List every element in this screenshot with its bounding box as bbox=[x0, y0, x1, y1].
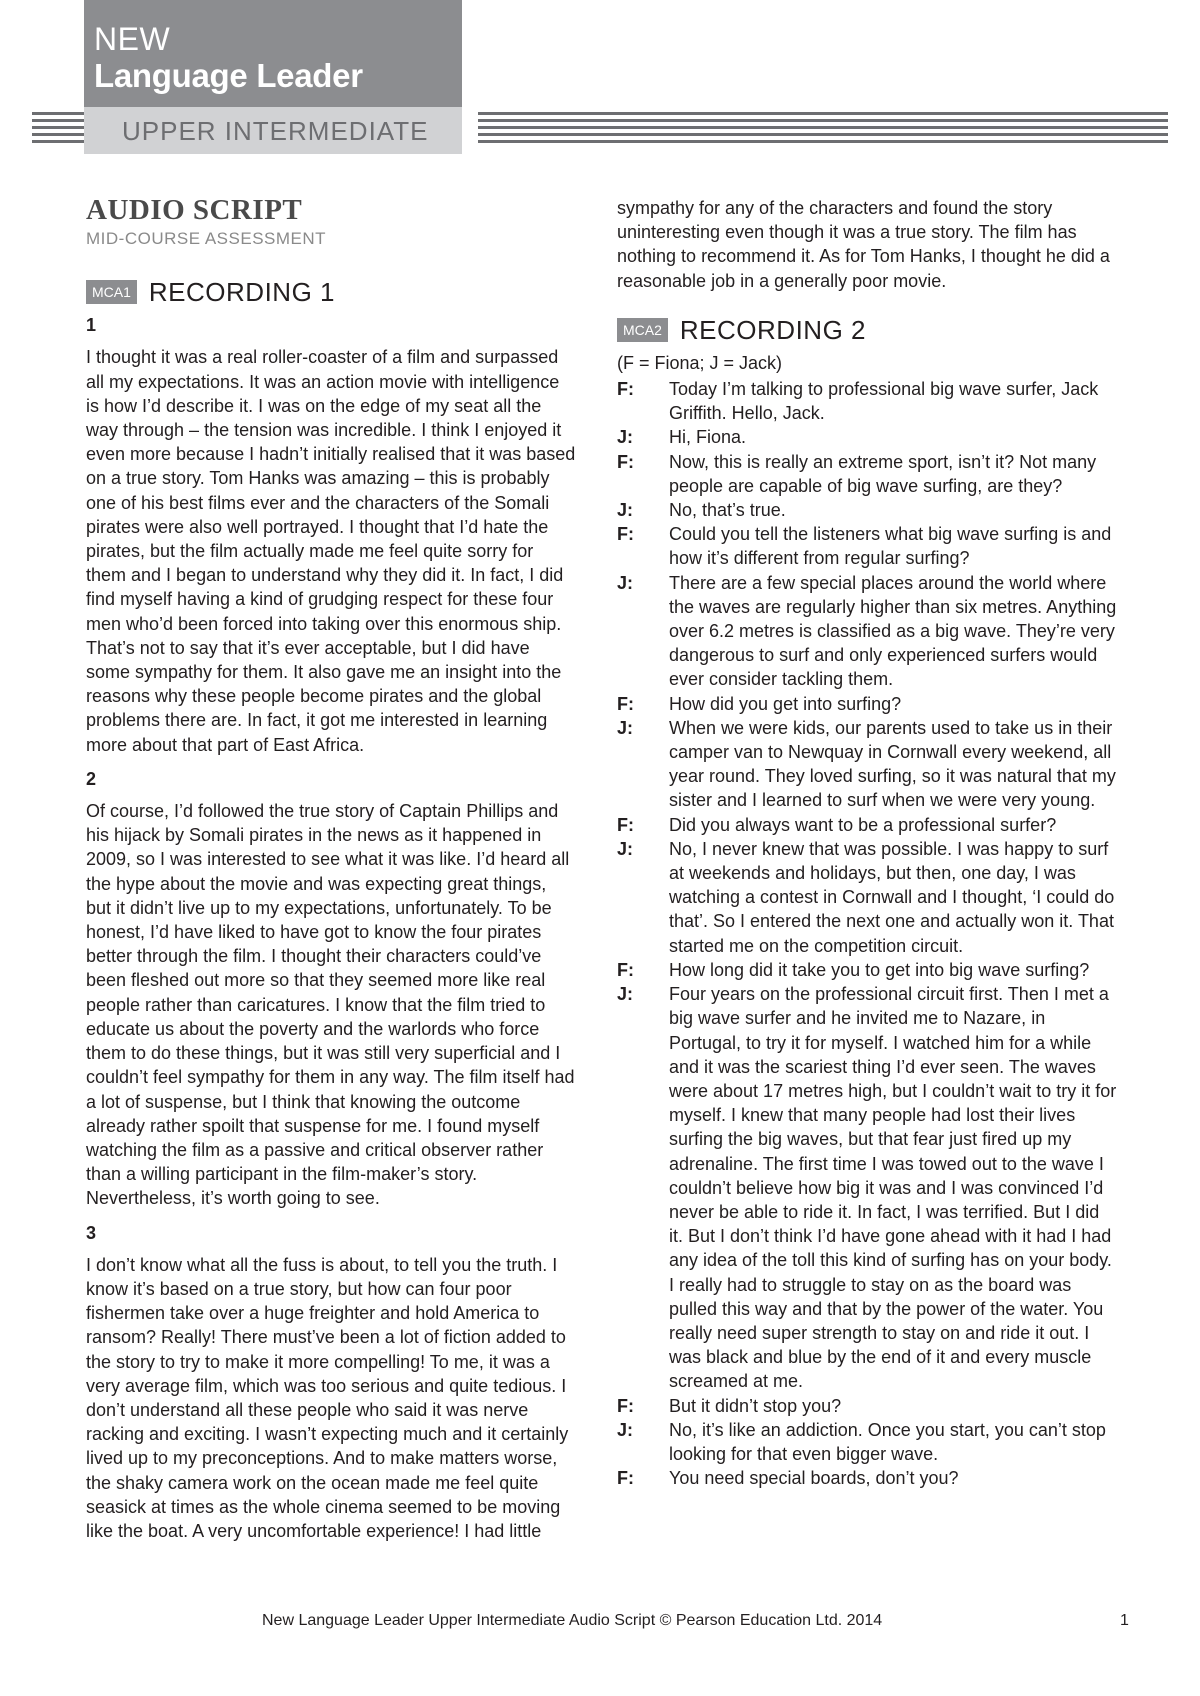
speaker-label: J: bbox=[617, 500, 634, 521]
recording-2-code: MCA2 bbox=[617, 318, 668, 342]
dialogue-line bbox=[617, 813, 1117, 837]
page-title: AUDIO SCRIPT bbox=[86, 194, 303, 226]
speaker-label: J: bbox=[617, 717, 634, 738]
brand-logo-top bbox=[84, 0, 462, 107]
recording-1-title: RECORDING 1 bbox=[148, 277, 335, 308]
dialogue-text: There are a few special places around the world where the waves are regularly higher than six metres. Anything over 6.2 metres is classified as a big wave. They’re very dangerous to surf and only experienced surfers would ever consider tackling them. bbox=[669, 572, 1117, 690]
section-text: Of course, I’d followed the true story of Captain Phillips and his hijack by Somali pirates in the news as it happened in 2009, so I was interested to see what it was like. I’d heard all the hype about the movie and was expecting great things, but it didn’t live up to my expectations, unfortunately. To be honest, I’d have liked to have got to know the four pirates better through the film. I thought their characters could’ve been fleshed out more so that they seemed more like real people rather than caricatures. I know that the film tried to educate us about the poverty and the warlords who force them to do these things, but it was still very superficial and I couldn’t feel sympathy for them in any way. The film itself had a lot of suspense, but I think that knowing the outcome already rather spoilt that suspense for me. I found myself watching the film as a passive and critical observer rather than a willing participant in the film-maker’s story. Nevertheless, it’s worth going to see. bbox=[86, 801, 575, 1209]
dialogue-text: Did you always want to be a professional surfer? bbox=[669, 814, 1057, 835]
dialogue-text: How long did it take you to get into big wave surfing? bbox=[669, 959, 1090, 980]
brand-new: NEW bbox=[94, 21, 171, 57]
speaker-label: F: bbox=[617, 379, 634, 400]
dialogue-line bbox=[617, 1418, 1117, 1466]
recording-1-heading bbox=[86, 277, 576, 307]
left-column bbox=[86, 195, 576, 1553]
dialogue-line bbox=[617, 982, 1117, 1393]
dialogue-text: No, I never knew that was possible. I was happy to surf at weekends and holidays, but then, one day, I was watching a contest in Cornwall and I thought, ‘I could do that’. So I entered the next one and actually won it. That started me on the competition circuit. bbox=[669, 838, 1115, 956]
dialogue-line bbox=[617, 377, 1117, 425]
dialogue-text: But it didn’t stop you? bbox=[669, 1395, 842, 1416]
dialogue-line bbox=[617, 522, 1117, 570]
dialogue-text: Four years on the professional circuit first. Then I met a big wave surfer and he invited me to Nazare, in Portugal, to try it for myself. I watched him for a while and it was the scariest thing I’d ever seen. The waves were about 17 metres high, but I couldn’t wait to try it for myself. I knew that many people had lost their lives surfing the big waves, but that fear just fired up my adrenaline. The first time I was towed out to the wave I couldn’t believe how big it was and I was convinced I’d never be able to ride it. In fact, I was terrified. But I did it. But I don’t think I’d have gone ahead with it had I had any idea of the toll this kind of surfing has on your body. I really had to struggle to stay on as the board was pulled this way and that by the power of the water. You really need super strength to stay on and ride it out. I was black and blue by the end of it and every muscle screamed at me. bbox=[669, 984, 1117, 1392]
recording-1-code: MCA1 bbox=[86, 280, 137, 304]
speaker-label: J: bbox=[617, 572, 634, 593]
dialogue-line bbox=[617, 1466, 1117, 1490]
speaker-label: F: bbox=[617, 959, 634, 980]
speaker-label: F: bbox=[617, 693, 634, 714]
speaker-key: (F = Fiona; J = Jack) bbox=[617, 352, 783, 373]
recording-2-title: RECORDING 2 bbox=[679, 314, 866, 345]
dialogue-line bbox=[617, 1394, 1117, 1418]
dialogue-line bbox=[617, 958, 1117, 982]
page-subtitle: MID-COURSE ASSESSMENT bbox=[86, 229, 327, 248]
section-number: 1 bbox=[86, 315, 97, 336]
dialogue-line bbox=[617, 692, 1117, 716]
dialogue-text: When we were kids, our parents used to take us in their camper van to Newquay in Cornwall every weekend, all year round. They loved surfing, so it was natural that my sister and I learned to surf when we were very young. bbox=[669, 717, 1116, 811]
dialogue-text: Today I’m talking to professional big wave surfer, Jack Griffith. Hello, Jack. bbox=[669, 379, 1099, 424]
speaker-label: J: bbox=[617, 984, 634, 1005]
section-number: 3 bbox=[86, 1222, 97, 1243]
speaker-label: F: bbox=[617, 814, 634, 835]
dialogue-text: How did you get into surfing? bbox=[669, 693, 902, 714]
brand-level: UPPER INTERMEDIATE bbox=[84, 107, 462, 154]
section-number: 2 bbox=[86, 768, 97, 789]
dialogue-text: You need special boards, don’t you? bbox=[669, 1468, 959, 1489]
dialogue-line bbox=[617, 450, 1117, 498]
header-rule-right bbox=[478, 112, 1168, 147]
dialogue-text: Hi, Fiona. bbox=[669, 427, 747, 448]
speaker-label: J: bbox=[617, 427, 634, 448]
dialogue-text: Now, this is really an extreme sport, isn’t it? Not many people are capable of big wave surfing, are they? bbox=[669, 451, 1097, 496]
speaker-label: J: bbox=[617, 838, 634, 859]
recording-2-heading bbox=[617, 315, 1117, 345]
section-text: I don’t know what all the fuss is about, to tell you the truth. I know it’s based on a true story, but how can four poor fishermen take over a huge freighter and hold America to ransom? Really! There must’ve been a lot of fiction added to the story to try to make it more compelling! To me, it was a very average film, which was too serious and quite tedious. I don’t understand all these people who said it was nerve racking and exciting. I wasn’t expecting much and it certainly lived up to my preconceptions. And to make matters worse, the shaky camera work on the ocean made me feel quite seasick at times as the whole cinema seemed to be moving like the boat. A very uncomfortable experience! I had little bbox=[86, 1254, 569, 1541]
brand-name: Language Leader bbox=[94, 57, 363, 94]
section-text: I thought it was a real roller-coaster of a film and surpassed all my expectations. It was an action movie with intelligence is how I’d describe it. I was on the edge of my seat all the way through – the tension was incredible. I think I enjoyed it even more because I hadn’t initially realised that it was based on a true story. Tom Hanks was amazing – this is probably one of his best films ever and the characters of the Somali pirates were also well portrayed. I thought that I’d hate the pirates, but the film actually made me feel quite sorry for them and I began to understand why they did it. In fact, I did find myself having a kind of grudging respect for these four men who’d been forced into taking over this enormous ship. That’s not to say that it’s ever acceptable, but I did have some sympathy for them. It also gave me an insight into the reasons why these people become pirates and the global problems there are. In fact, it got me interested in learning more about that part of East Africa. bbox=[86, 347, 576, 755]
brand-logo bbox=[84, 0, 462, 154]
dialogue-line bbox=[617, 571, 1117, 692]
speaker-label: F: bbox=[617, 524, 634, 545]
speaker-label: F: bbox=[617, 1395, 634, 1416]
speaker-label: J: bbox=[617, 1419, 634, 1440]
dialogue-text: No, it’s like an addiction. Once you start, you can’t stop looking for that even bigger wave. bbox=[669, 1419, 1106, 1464]
dialogue bbox=[617, 377, 1117, 1490]
dialogue-text: No, that’s true. bbox=[669, 500, 786, 521]
dialogue-line bbox=[617, 716, 1117, 813]
section-text-continued: sympathy for any of the characters and found the story uninteresting even though it was a true story. The film has nothing to recommend it. As for Tom Hanks, I thought he did a reasonable job in a generally poor movie. bbox=[617, 198, 1110, 291]
right-column bbox=[617, 196, 1117, 1490]
dialogue-line bbox=[617, 498, 1117, 522]
speaker-label: F: bbox=[617, 451, 634, 472]
page-number: 1 bbox=[1120, 1612, 1129, 1629]
dialogue-text: Could you tell the listeners what big wave surfing is and how it’s different from regular surfing? bbox=[669, 524, 1112, 569]
header-rule-left bbox=[32, 112, 84, 147]
speaker-label: F: bbox=[617, 1468, 634, 1489]
dialogue-line bbox=[617, 425, 1117, 449]
dialogue-line bbox=[617, 837, 1117, 958]
footer-copyright: New Language Leader Upper Intermediate Audio Script © Pearson Education Ltd. 2014 bbox=[262, 1612, 883, 1629]
